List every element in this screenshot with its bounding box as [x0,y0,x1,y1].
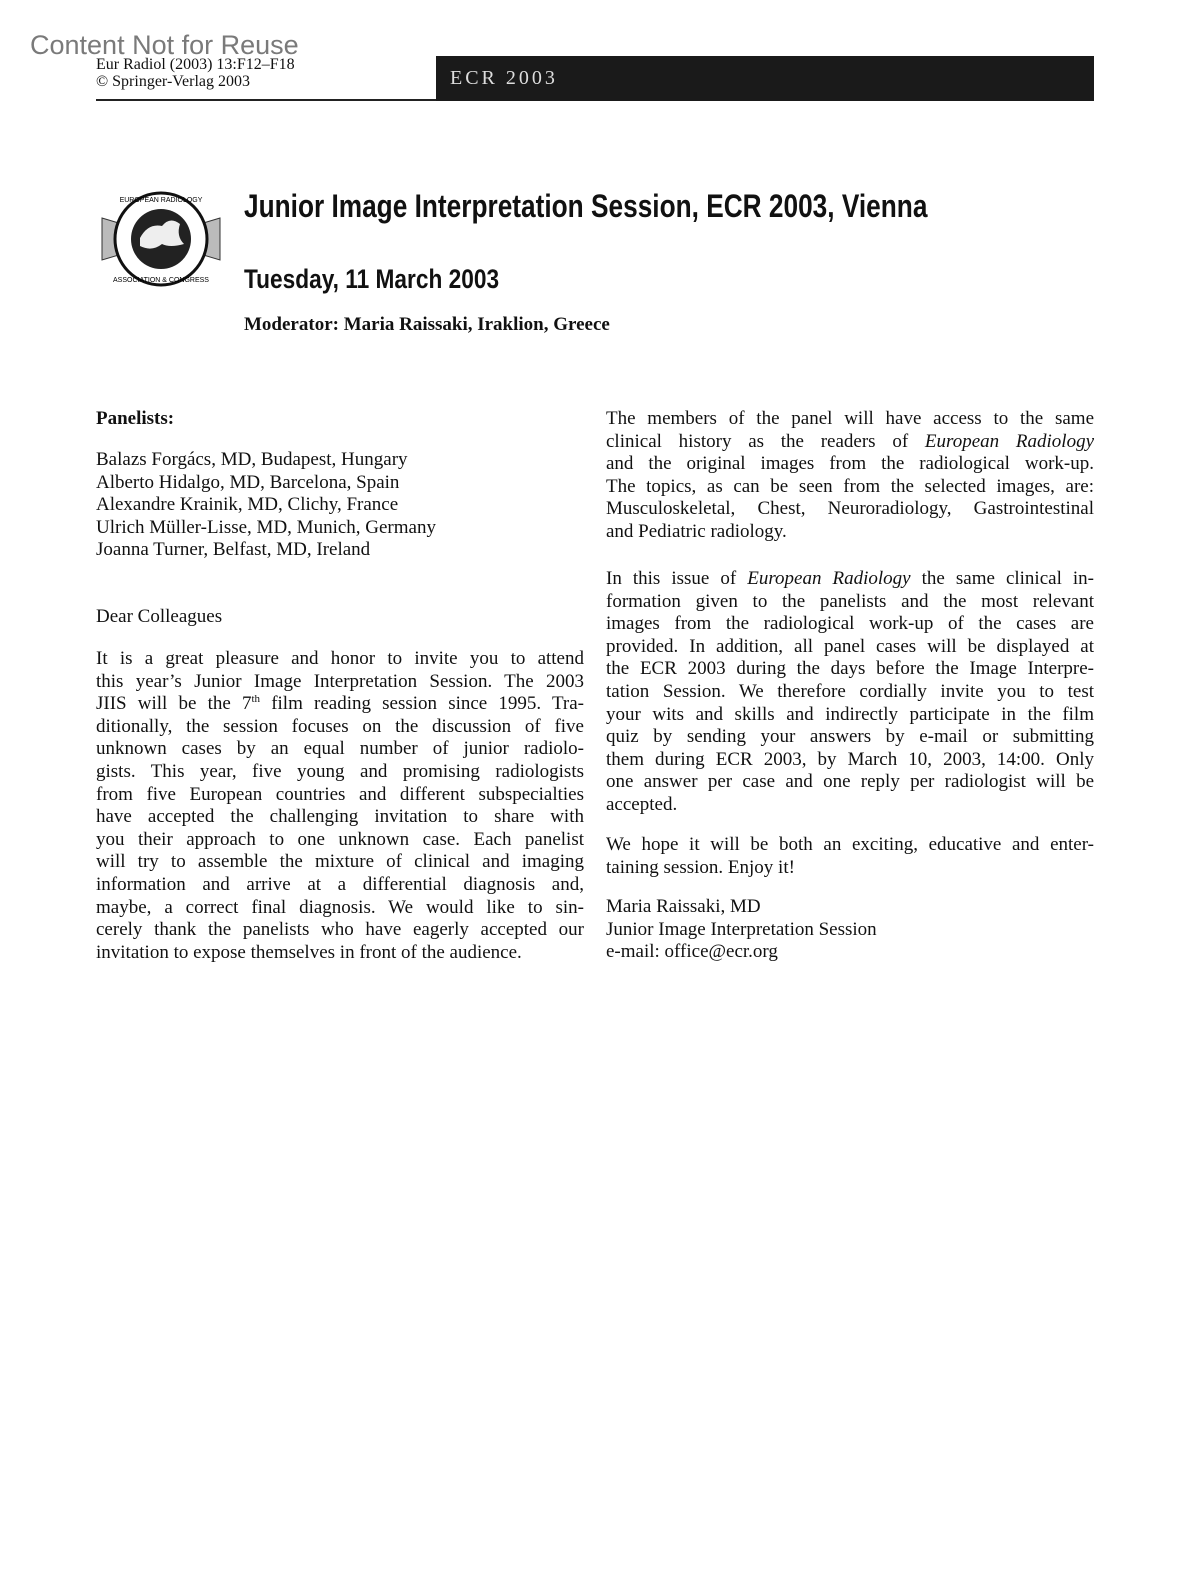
text-line: invitation to expose themselves in front of the audience. [96,941,522,963]
text-segment: the same clinical in- [910,568,1094,589]
ecr-logo [100,188,222,288]
signature [606,896,1094,964]
journal-citation: Eur Radiol (2003) 13:F12–F18 [96,56,295,73]
paragraph [606,834,1094,879]
text-line [606,568,1094,591]
text-line: unknown cases by an equal number of junior radiolo- [96,738,584,760]
text-line: Alberto Hidalgo, MD, Barcelona, Spain [96,471,400,493]
paragraph [606,408,1094,544]
paragraph [606,568,1094,817]
text-line: the ECR 2003 during the days before the Image Interpre- [606,658,1094,680]
page-title: Junior Image Interpretation Session, ECR 2003, Vienna [244,188,928,224]
text-line: maybe, a correct final diagnosis. We would like to sin- [96,896,584,918]
text-line [606,431,1094,454]
text-line: It is a great pleasure and honor to invite you to attend [96,648,584,669]
text-line: tation Session. We therefore cordially invite you to test [606,680,1094,702]
text-line: quiz by sending your answers by e-mail or submitting [606,726,1094,748]
text-line: The members of the panel will have access to the same [606,408,1094,429]
salutation: Dear Colleagues [96,606,223,627]
text-line: The topics, as can be seen from the selected images, are: [606,475,1094,497]
text-line: Alexandre Krainik, MD, Clichy, France [96,494,399,516]
text-line: have accepted the challenging invitation to share with [96,806,584,828]
text-segment: In this issue of [606,568,748,589]
text-line: Balazs Forgács, MD, Budapest, Hungary [96,449,408,470]
text-line: provided. In addition, all panel cases will be displayed at [606,635,1094,657]
text-line: gists. This year, five young and promising radiologists [96,760,584,782]
copyright: © Springer-Verlag 2003 [96,73,251,90]
text-line: and Pediatric radiology. [606,520,787,542]
letter-body [96,648,584,964]
text-line: ditionally, the session focuses on the discussion of five [96,715,584,737]
text-segment: film reading session since 1995. Tra- [260,693,584,715]
text-line: Junior Image Interpretation Session [606,918,877,940]
watermark: Content Not for Reuse [30,30,299,60]
svg-text:EUROPEAN RADIOLOGY: EUROPEAN RADIOLOGY [119,197,203,204]
text-line: will try to assemble the mixture of clinical and imaging [96,851,584,873]
section-label: ECR 2003 [450,67,558,89]
panelists-list [96,449,584,562]
text-line: and the original images from the radiological work-up. [606,453,1094,475]
text-line: this year’s Junior Image Interpretation Session. The 2003 [96,670,584,692]
header-rule [96,99,436,101]
text-line: formation given to the panelists and the most relevant [606,590,1094,612]
text-line: We hope it will be both an exciting, educative and enter- [606,834,1094,855]
session-date: Tuesday, 11 March 2003 [244,264,500,294]
text-line: one answer per case and one reply per radiologist will be [606,771,1094,793]
journal-name: European Radiology [924,430,1094,452]
text-line: you their approach to one unknown case. Each panelist [96,828,584,850]
text-line: Joanna Turner, Belfast, MD, Ireland [96,539,371,561]
text-line: cerely thank the panelists who have eagerly accepted our [96,919,584,941]
svg-text:ASSOCIATION & CONGRESS: ASSOCIATION & CONGRESS [113,277,209,284]
section-banner [436,56,1094,101]
text-segment: clinical history as the readers of [606,430,925,452]
text-line: images from the radiological work-up of the cases are [606,613,1094,635]
text-line: taining session. Enjoy it! [606,856,795,878]
text-line: information and arrive at a differential diagnosis and, [96,873,584,895]
text-line: accepted. [606,793,678,815]
text-line: Ulrich Müller-Lisse, MD, Munich, Germany [96,516,436,538]
text-line: e-mail: office@ecr.org [606,941,778,963]
journal-name: European Radiology [747,568,911,589]
text-line: from five European countries and different subspecialties [96,783,584,805]
text-segment: JIIS will be the 7 [96,693,252,715]
text-line: them during ECR 2003, by March 10, 2003, 14:00. Only [606,748,1094,770]
moderator: Moderator: Maria Raissaki, Iraklion, Greece [244,314,610,335]
panelists-heading: Panelists: [96,408,175,429]
text-line [96,693,584,716]
text-line: Maria Raissaki, MD [606,896,761,917]
superscript: th [251,693,261,706]
text-line: Musculoskeletal, Chest, Neuroradiology, Gastrointestinal [606,498,1094,520]
text-line: your wits and skills and indirectly participate in the film [606,703,1094,725]
